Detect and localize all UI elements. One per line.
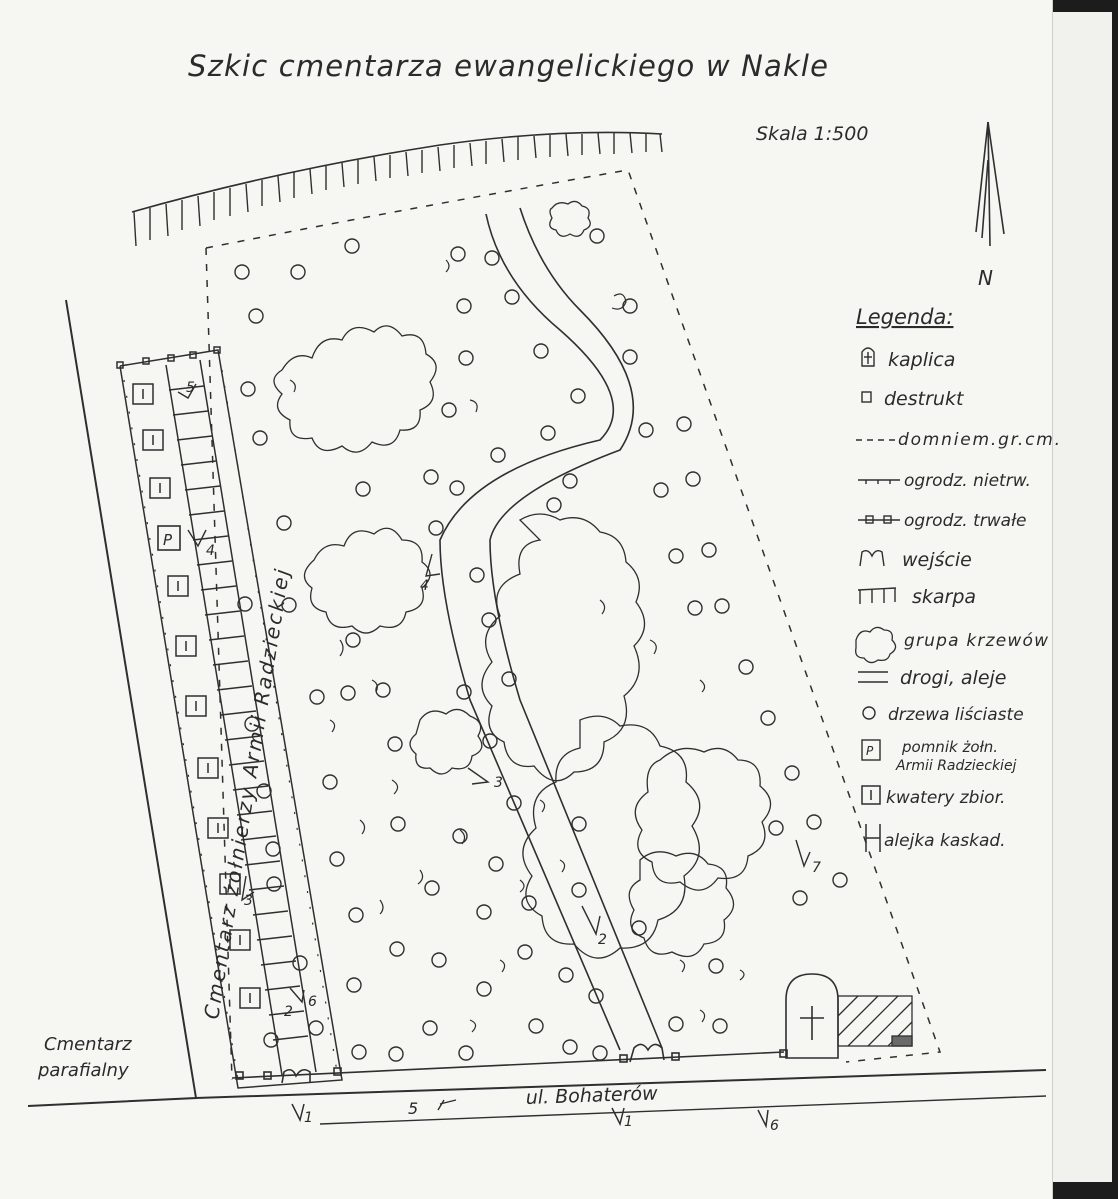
grave-icon xyxy=(862,786,880,804)
parish-cemetery-label-line1: Cmentarz xyxy=(44,1034,132,1055)
shrub-icon xyxy=(856,627,896,662)
map-scale: Skala 1:500 xyxy=(756,123,869,145)
road-icon xyxy=(858,672,888,682)
cascade-icon xyxy=(866,824,880,852)
north-arrow-icon xyxy=(976,122,1004,246)
ruin-hatched xyxy=(838,996,912,1046)
street-label: ul. Bohaterów xyxy=(525,1082,658,1109)
perm-fence-icon xyxy=(858,516,900,523)
escarpment-ticks xyxy=(134,133,662,246)
temp-fence-icon xyxy=(858,480,900,484)
legend-label: alejka kaskad. xyxy=(884,831,1006,851)
legend-label: kaplica xyxy=(888,349,956,371)
collective-graves xyxy=(133,384,260,1008)
parish-cemetery-label-line2: parafialny xyxy=(38,1060,129,1081)
escarpment-icon xyxy=(858,588,896,604)
legend xyxy=(856,305,1060,852)
map-title: Szkic cmentarza ewangelickiego w Nakle xyxy=(188,49,828,83)
photo-mark-3b: 3 xyxy=(244,893,253,909)
monument-icon xyxy=(158,526,180,550)
svg-text:P: P xyxy=(866,744,874,758)
military-cemetery-label: Cmentarz żołnierzy Armii Radzieckiej xyxy=(199,567,295,1021)
entrance-icon xyxy=(282,1070,310,1083)
legend-label: destrukt xyxy=(884,388,964,410)
legend-label: kwatery zbior. xyxy=(886,788,1006,808)
legend-title: Legenda: xyxy=(856,305,954,329)
legend-label: drogi, aleje xyxy=(900,667,1007,689)
svg-text:P: P xyxy=(163,531,173,549)
chapel-icon xyxy=(786,974,838,1058)
photo-mark-5b: 5 xyxy=(408,1099,419,1118)
legend-label: ogrodz. trwałe xyxy=(904,511,1027,531)
north-label: N xyxy=(978,266,993,290)
entrance-icon xyxy=(860,551,884,566)
parish-cemetery-boundary xyxy=(28,300,1046,1106)
legend-label: domniem.gr.cm. xyxy=(898,430,1060,450)
photo-mark-2b: 2 xyxy=(284,1004,293,1020)
cascade-alley xyxy=(166,360,316,1075)
photo-mark-6b: 6 xyxy=(770,1118,779,1134)
shrub-groups xyxy=(274,201,771,958)
photo-mark-7: 7 xyxy=(812,860,821,876)
photo-mark-2: 2 xyxy=(598,932,607,948)
legend-label: drzewa liściaste xyxy=(888,705,1024,725)
legend-label: pomnik żołn. xyxy=(902,738,999,756)
ruin-icon xyxy=(862,392,871,402)
legend-label: grupa krzewów xyxy=(904,631,1048,651)
legend-label: Armii Radzieckiej xyxy=(896,758,1017,774)
legend-label: skarpa xyxy=(912,586,977,608)
deciduous-trees xyxy=(235,229,847,1061)
legend-label: ogrodz. nietrw. xyxy=(904,471,1031,491)
undergrowth-marks xyxy=(290,260,744,1032)
photo-mark-3: 3 xyxy=(494,775,503,791)
photo-mark-6: 6 xyxy=(308,994,317,1010)
monument-icon xyxy=(862,740,880,760)
military-cemetery-fence-ticks xyxy=(124,370,338,1080)
street-line xyxy=(320,1096,1046,1124)
tree-icon xyxy=(863,707,875,719)
photo-mark-5: 5 xyxy=(186,380,195,396)
photo-mark-4: 4 xyxy=(206,543,215,559)
main-alley xyxy=(440,208,662,1050)
photo-mark-1b: 1 xyxy=(624,1114,633,1130)
legend-label: wejście xyxy=(902,549,972,571)
photo-mark-1a: 1 xyxy=(304,1110,313,1126)
photo-mark-4b: 4 xyxy=(420,578,429,594)
chapel-icon xyxy=(862,348,874,366)
